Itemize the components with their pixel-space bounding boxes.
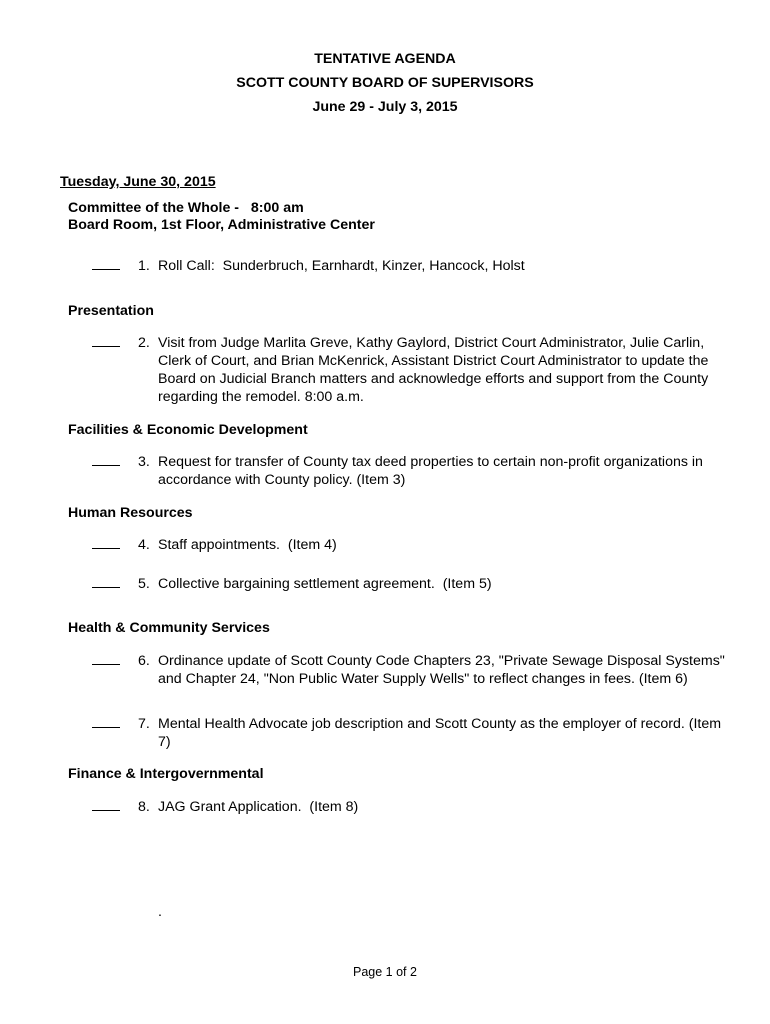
section-heading-human-resources: Human Resources: [68, 505, 193, 521]
checkoff-blank: [92, 587, 120, 588]
section-heading-finance: Finance & Intergovernmental: [68, 766, 264, 782]
meeting-location: Board Room, 1st Floor, Administrative Center: [68, 217, 375, 233]
item-text: Ordinance update of Scott County Code Chapters 23, "Private Sewage Disposal Systems" and Chapter 24, "Non Public Water Supply Wells" to reflect changes in fees. (Item 6): [158, 653, 725, 687]
agenda-item: [92, 798, 732, 816]
item-number: 2.: [138, 335, 150, 351]
item-number: 4.: [138, 537, 150, 553]
agenda-item: [92, 715, 732, 751]
checkoff-blank: [92, 269, 120, 270]
item-text: Visit from Judge Marlita Greve, Kathy Gaylord, District Court Administrator, Julie Carlin, Clerk of Court, and Brian McKenrick, Assistant District Court Administrator to update the Board on Judicial Branch matters and acknowledge efforts and support from the County regarding the remodel. 8:00 a.m.: [158, 335, 709, 405]
checkoff-blank: [92, 810, 120, 811]
item-number: 3.: [138, 454, 150, 470]
item-text: Staff appointments. (Item 4): [158, 537, 337, 553]
section-heading-health: Health & Community Services: [68, 620, 270, 636]
agenda-title-block: [0, 47, 770, 119]
board-name: SCOTT COUNTY BOARD OF SUPERVISORS: [236, 75, 534, 91]
page-number: Page 1 of 2: [353, 965, 417, 979]
agenda-item: [92, 652, 732, 688]
checkoff-blank: [92, 346, 120, 347]
agenda-item: [92, 257, 732, 275]
checkoff-blank: [92, 465, 120, 466]
stray-mark: .: [158, 904, 162, 920]
item-number: 6.: [138, 653, 150, 669]
agenda-title: TENTATIVE AGENDA: [314, 51, 456, 67]
item-text: Collective bargaining settlement agreement. (Item 5): [158, 576, 492, 592]
agenda-item: [92, 575, 732, 593]
item-text: Mental Health Advocate job description and Scott County as the employer of record. (Item 7): [158, 716, 722, 750]
item-number: 1.: [138, 258, 150, 274]
meeting-time: Committee of the Whole - 8:00 am: [68, 200, 304, 216]
item-number: 7.: [138, 716, 150, 732]
item-text: Request for transfer of County tax deed properties to certain non-profit organizations in accordance with County policy. (Item 3): [158, 454, 703, 488]
checkoff-blank: [92, 548, 120, 549]
item-number: 5.: [138, 576, 150, 592]
item-number: 8.: [138, 799, 150, 815]
checkoff-blank: [92, 727, 120, 728]
section-heading-presentation: Presentation: [68, 303, 154, 319]
meeting-info: [68, 200, 375, 234]
date-range: June 29 - July 3, 2015: [312, 99, 458, 115]
agenda-item: [92, 334, 732, 406]
agenda-item: [92, 453, 732, 489]
item-text: JAG Grant Application. (Item 8): [158, 799, 359, 815]
day-heading: Tuesday, June 30, 2015: [60, 174, 216, 190]
item-text: Roll Call: Sunderbruch, Earnhardt, Kinzer, Hancock, Holst: [158, 258, 525, 274]
agenda-item: [92, 536, 732, 554]
checkoff-blank: [92, 664, 120, 665]
section-heading-facilities: Facilities & Economic Development: [68, 422, 308, 438]
